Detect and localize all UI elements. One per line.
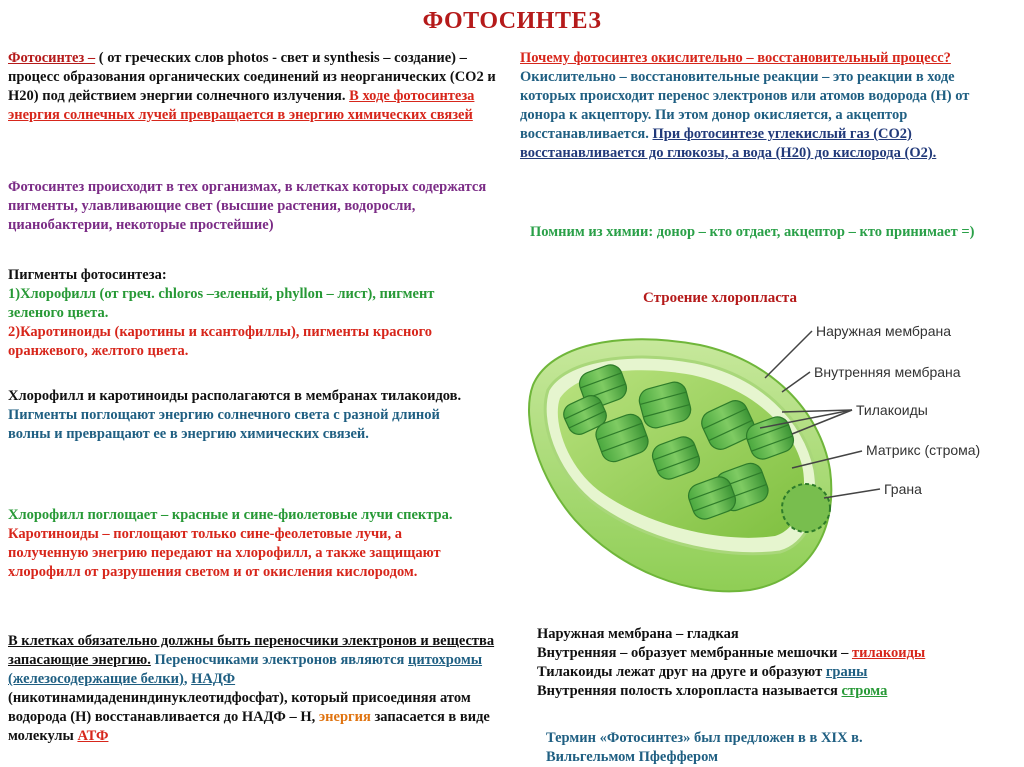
stored-text: запасается в виде молекулы [8, 709, 490, 744]
thylakoids-term: тилакоиды [851, 645, 926, 661]
redox-question: Почему фотосинтез окислительно – восстановительный процесс? [520, 50, 951, 66]
stroma-term: строма [841, 683, 888, 699]
nadp: НАДФ [191, 671, 236, 687]
label-inner-membrane: Внутренняя мембрана [814, 364, 961, 380]
pigments-absorb-line: Пигменты поглощают энергию солнечного света с разной длиной волны и превращают ее в энергию химических связей. [8, 407, 440, 442]
granum-section [782, 484, 830, 532]
remember-note: Помним из химии: донор – кто отдает, акцептор – кто принимает =) [530, 224, 975, 240]
definition-text: ( от греческих слов photos - свет и synthesis – создание) – процесс образования органических соединений из неорганических (СО2 и Н20) под действием энергии солнечного излучения. [8, 50, 496, 104]
cytochromes: цитохромы (железосодержащие белки) [8, 652, 483, 687]
definition-highlight: В ходе фотосинтеза энергия солнечных лучей превращается в энергию химических связей [8, 88, 475, 123]
structure-stroma-text: Внутренняя полость хлоропласта называется [537, 683, 842, 699]
label-thylakoids: Тилакоиды [856, 402, 928, 418]
redox-answer: Окислительно – восстановительные реакции – это реакции в ходе которых происходит перенос электронов или атомов водорода (Н) от донора к акцептору. Пи этом донор окисляется, а акцептор восстанавливается. [520, 69, 970, 142]
nadp-text: (никотинамидадениндинуклеотидфосфат), который присоединяя атом водорода (Н) восстанавливается до НАДФ – Н, [8, 690, 471, 725]
carriers-sep: , [183, 671, 192, 687]
pigment-chlorophyll: 1)Хлорофилл (от греч. chloros –зеленый, phyllon – лист), пигмент зеленого цвета. [8, 286, 435, 321]
chlorophyll-absorption: Хлорофилл поглощает – красные и сине-фиолетовые лучи спектра. [8, 507, 453, 523]
pigment-carotenoids: 2)Каротиноиды (каротины и ксантофиллы), пигменты красного оранжевого, желтого цвета. [8, 324, 433, 359]
organisms-paragraph: Фотосинтез происходит в тех организмах, в клетках которых содержатся пигменты, улавливающие свет (высшие растения, водоросли, цианобактерии, некоторые простейшие) [8, 179, 487, 233]
membranes-line: Хлорофилл и каротиноиды располагаются в мембранах тилакоидов. [8, 388, 462, 404]
label-granum: Грана [884, 481, 922, 497]
label-outer-membrane: Наружная мембрана [816, 323, 952, 339]
structure-inner [537, 644, 1017, 663]
carotenoids-absorption: Каротиноиды – поглощают только сине-феолетовые лучи, а полученную энегрию передают на хлорофилл, а также защищают хлорофилл от разрушения светом и от окисления кислородом. [8, 526, 441, 580]
structure-stroma [537, 682, 1017, 701]
term-note: Термин «Фотосинтез» был предложен в в XIX в. Вильгельмом Пфеффером [546, 730, 863, 765]
structure-outer: Наружная мембрана – гладкая [537, 626, 739, 642]
energy-word: энергия [318, 709, 371, 725]
redox-answer-underlined: При фотосинтезе углекислый газ (СО2) восстанавливается до глюкозы, а вода (Н20) до кислорода (О2). [520, 126, 937, 161]
pigments-heading: Пигменты фотосинтеза: [8, 267, 167, 283]
atp: АТФ [77, 728, 109, 744]
label-matrix: Матрикс (строма) [866, 442, 981, 458]
structure-inner-text: Внутренняя – образует мембранные мешочки – [537, 645, 852, 661]
structure-grana [537, 663, 1017, 682]
definition-term: Фотосинтез – [8, 50, 96, 66]
carriers-intro: В клетках обязательно должны быть переносчики электронов и вещества запасающие энергию. [8, 633, 495, 668]
page-title: ФОТОСИНТЕЗ [422, 8, 602, 34]
structure-block [537, 625, 1017, 701]
carriers-text: Переносчиками электронов являются [150, 652, 409, 668]
grana-term: граны [825, 664, 868, 680]
structure-grana-text: Тилакоиды лежат друг на друге и образуют [537, 664, 826, 680]
diagram-title: Строение хлоропласта [643, 290, 797, 306]
